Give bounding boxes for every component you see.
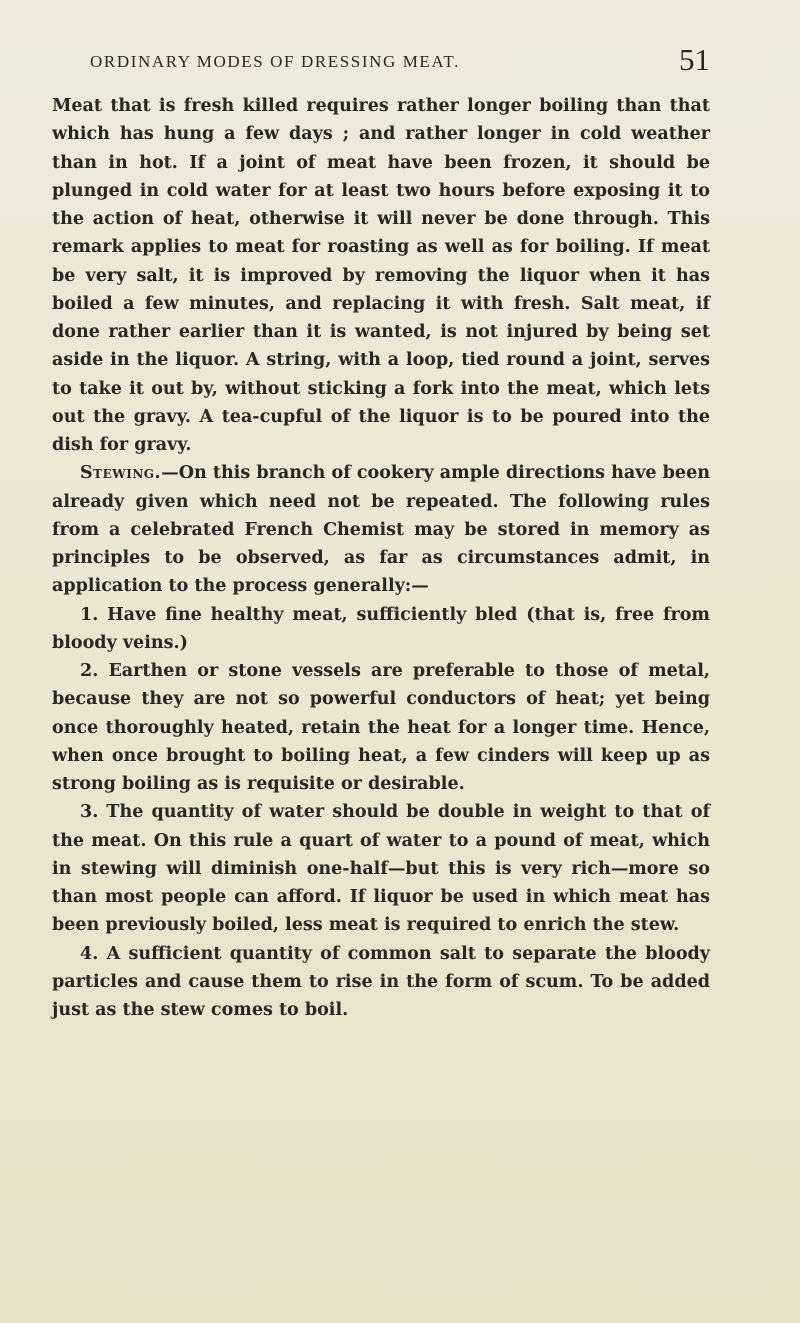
rule-text: 4. A sufficient quantity of common salt to separate the bloody particles and cause them to rise in the form of scum. To be added just as the stew comes to boil. bbox=[52, 943, 710, 1020]
rule-text: 3. The quantity of water should be double in weight to that of the meat. On this rule a quart of water to a pound of meat, which in stewing will diminish one-half—but this is very rich—more so than most people can afford. If liquor be used in which meat has been previously boiled, less meat is required to enrich the stew. bbox=[52, 802, 710, 936]
rule-text: 2. Earthen or stone vessels are preferable to those of metal, because they are not so powerful conductors of heat; yet being once thoroughly heated, retain the heat for a longer time. Hence, when once brought to boiling heat, a few cinders will keep up as strong boiling as is requisite or desirable. bbox=[52, 661, 710, 794]
running-head bbox=[52, 42, 710, 92]
rule-3 bbox=[52, 798, 710, 939]
paragraph-text: —On this branch of cookery ample directions have been already given which need not be repeated. The following rules from a celebrated French Chemist may be stored in memory as principles to be observed, as far as circumstances admit, in application to the process generally:— bbox=[52, 463, 710, 597]
body-text bbox=[52, 92, 710, 1024]
running-title: ORDINARY MODES OF DRESSING MEAT. bbox=[90, 52, 460, 71]
rule-text: 1. Have fine healthy meat, sufficiently bled (that is, free from bloody veins.) bbox=[52, 604, 710, 653]
rule-2 bbox=[52, 657, 710, 798]
paragraph-stewing bbox=[52, 459, 710, 600]
rule-1 bbox=[52, 601, 710, 658]
page-number: 51 bbox=[679, 42, 710, 77]
rule-4 bbox=[52, 940, 710, 1025]
paragraph-text: Meat that is fresh killed requires rather longer boiling than that which has hung a few days ; and rather longer in cold weather than in hot. If a joint of meat have been frozen, it should be plunged in cold water for at least two hours before exposing it to the action of heat, otherwise it will never be done through. This remark applies to meat for roasting as well as for boiling. If meat be very salt, it is improved by removing the liquor when it has boiled a few minutes, and replacing it with fresh. Salt meat, if done rather earlier than it is wanted, is not injured by being set aside in the liquor. A string, with a loop, tied round a joint, serves to take it out by, without sticking a fork into the meat, which lets out the gravy. A tea-cupful of the liquor is to be poured into the dish for gravy. bbox=[52, 96, 710, 455]
paragraph-boiling bbox=[52, 92, 710, 459]
section-heading-stewing: Stewing. bbox=[80, 463, 162, 484]
